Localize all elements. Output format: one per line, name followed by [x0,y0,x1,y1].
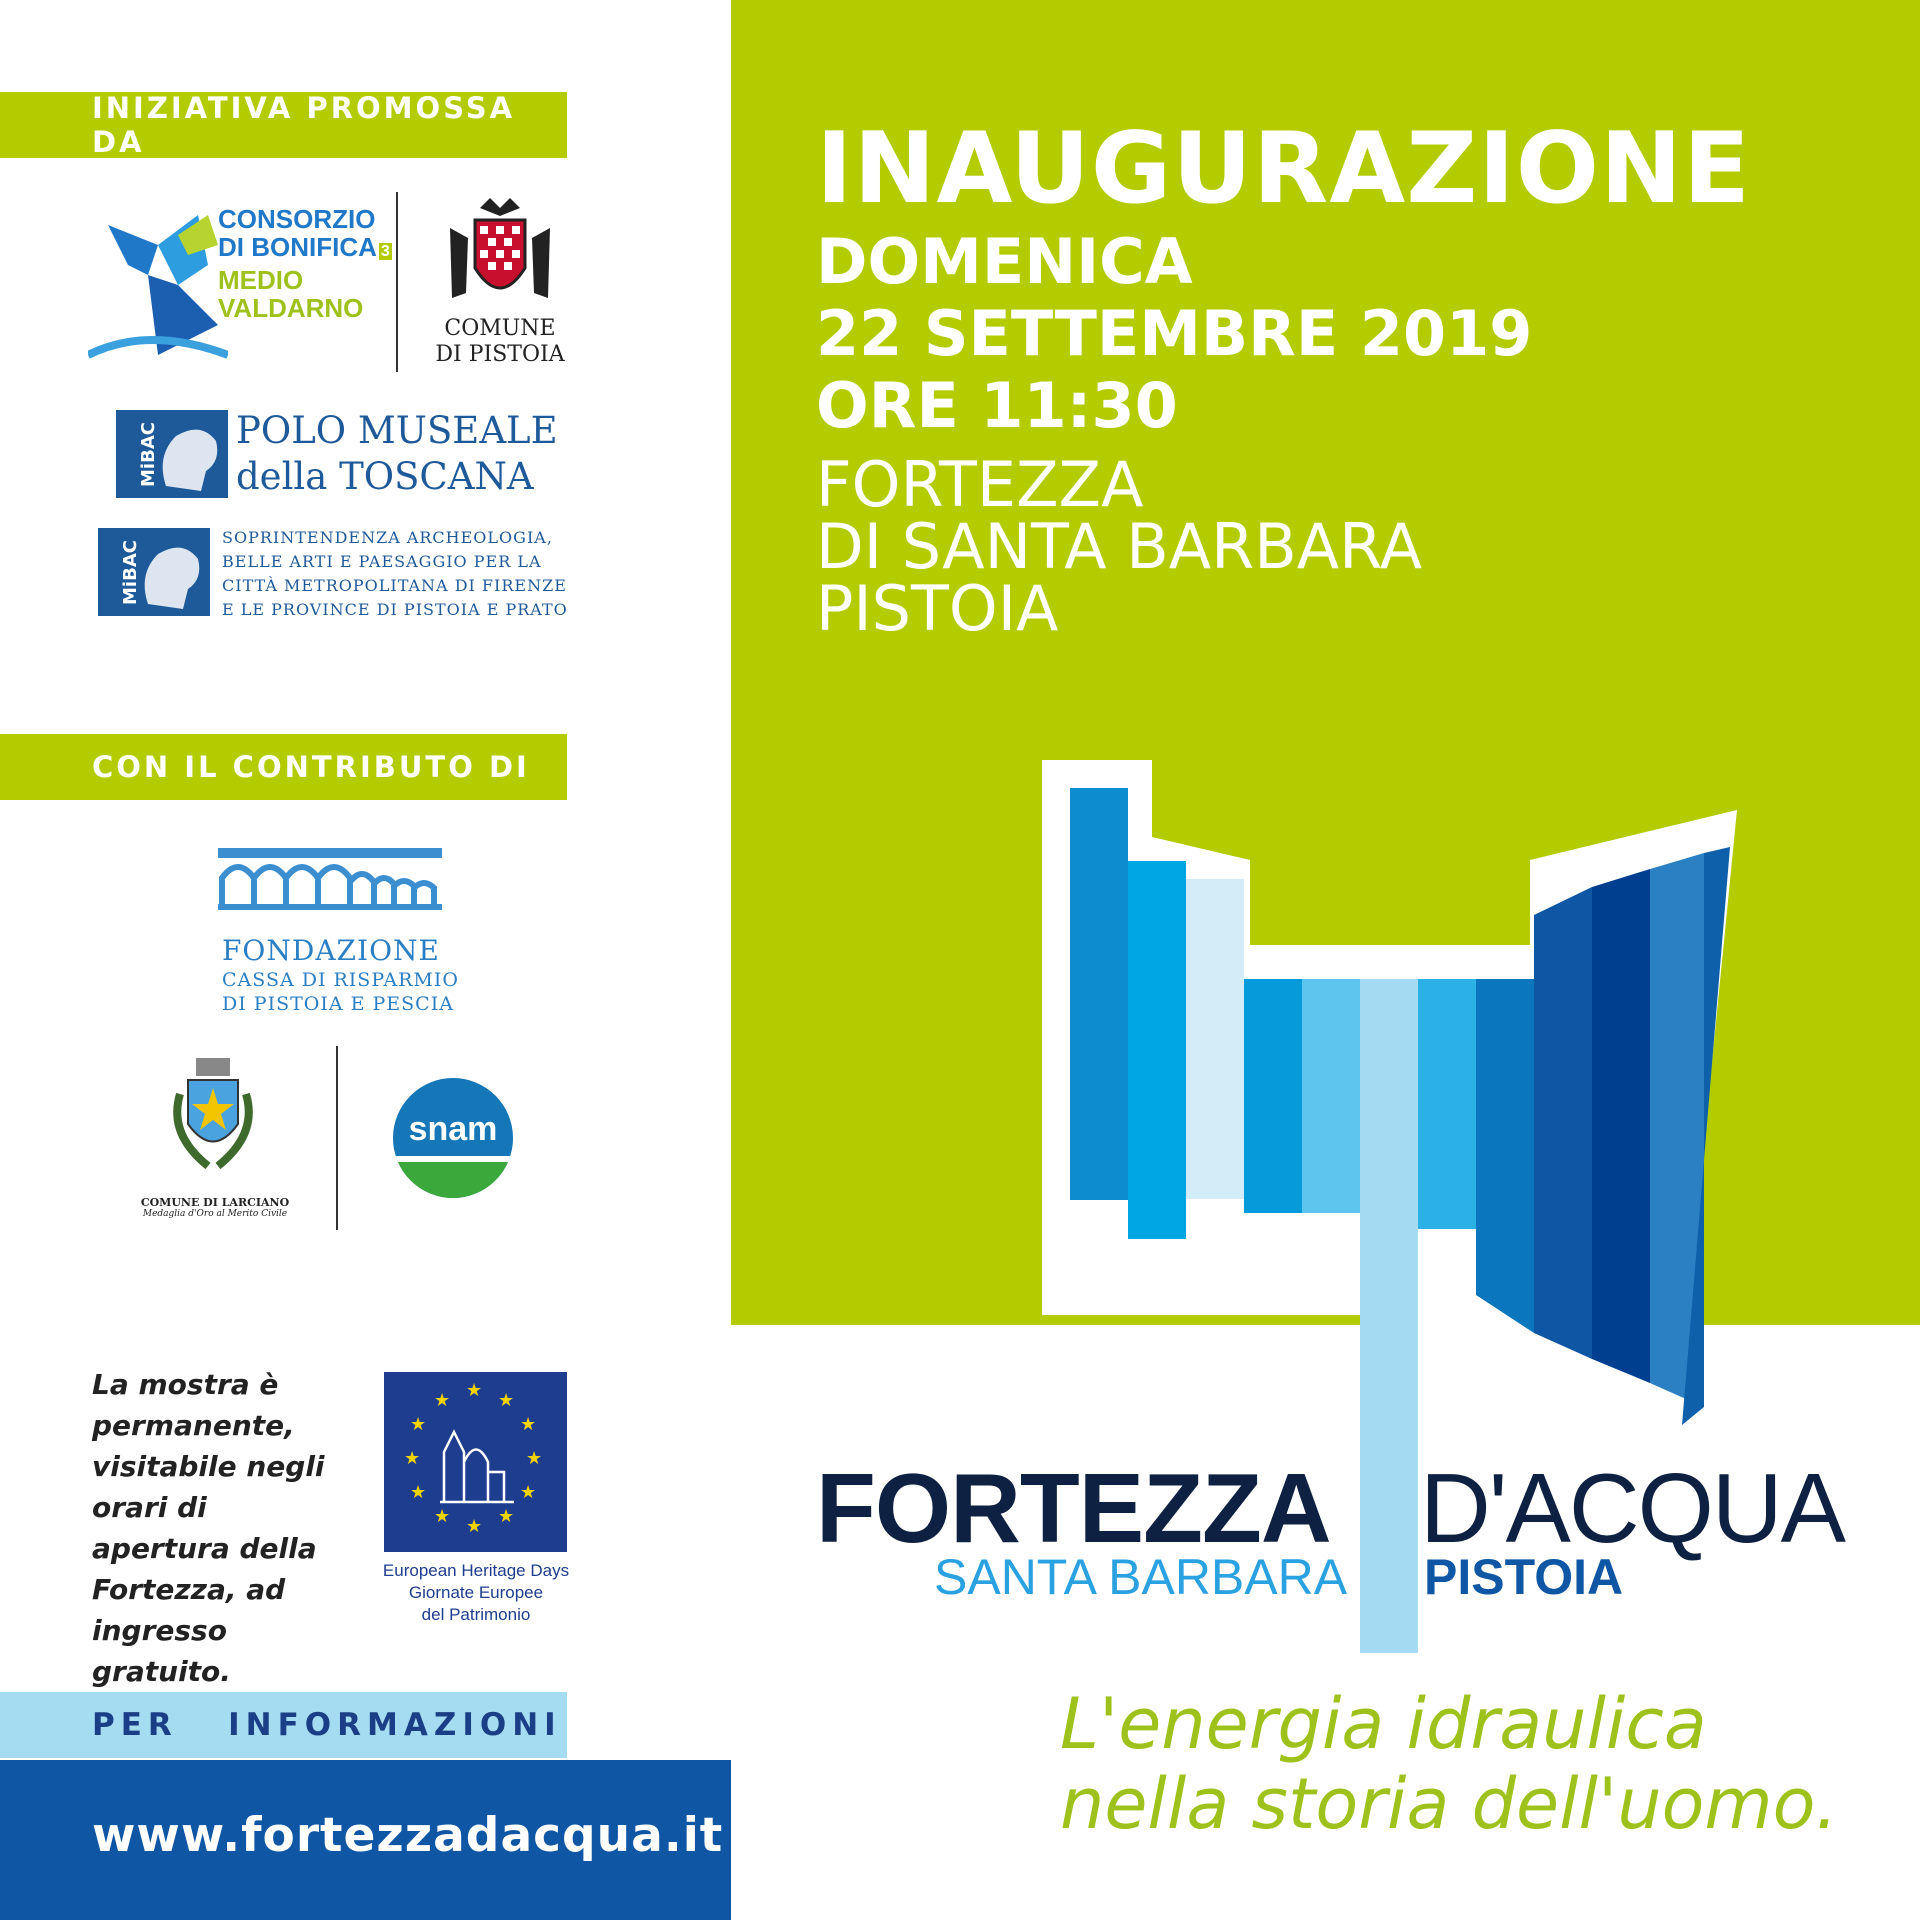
svg-text:★: ★ [526,1448,543,1469]
fondazione-line-3: DI PISTOIA E PESCIA [222,993,454,1015]
info-label: PER INFORMAZIONI [0,1692,567,1758]
consorzio-line-4: VALDARNO [218,293,364,323]
svg-text:★: ★ [434,1390,451,1411]
brand-dacqua: D'ACQUA [1420,1453,1844,1563]
heritage-line-1: European Heritage Days [382,1561,570,1580]
snam-logo-icon [393,1078,513,1198]
hero-place-line-2: DI SANTA BARBARA [816,510,1423,583]
logo-divider [396,192,398,372]
svg-text:★: ★ [520,1482,537,1503]
exhibition-note: La mostra è permanente, visitabile negli orari di apertura della Fortezza, ad ingresso gratuito. [92,1368,325,1688]
mibac-text-2: MiBAC [119,540,141,605]
fondazione-line-2: CASSA DI RISPARMIO [222,969,459,991]
soprintendenza-line-4: E LE PROVINCE DI PISTOIA E PRATO [222,600,568,619]
soprintendenza-line-2: BELLE ARTI E PAESAGGIO PER LA [222,552,542,571]
svg-text:★: ★ [410,1482,427,1503]
larciano-crest-icon [158,1054,268,1194]
comune-pistoia-line-1: COMUNE [444,316,556,341]
promoted-by-label: INIZIATIVA PROMOSSA DA [0,92,567,158]
consorzio-line-3: MEDIO [218,265,304,295]
svg-text:★: ★ [466,1380,483,1401]
brand-santa-barbara: SANTA BARBARA [934,1549,1348,1605]
logo-divider-2 [336,1046,338,1230]
larciano-line-1: COMUNE DI LARCIANO [140,1196,290,1209]
polo-museale-line-2: della TOSCANA [236,455,534,498]
fondazione-bridge-icon [218,848,442,912]
contribution-label: CON IL CONTRIBUTO DI [0,734,567,800]
soprintendenza-logo-icon [98,528,210,616]
snam-text: snam [408,1110,498,1148]
consorzio-line-2: DI BONIFICA [218,232,377,262]
svg-text:★: ★ [434,1506,451,1527]
fondazione-line-1: FONDAZIONE [222,934,440,967]
mibac-text: MiBAC [137,422,159,487]
mibac-logo-icon [116,410,228,498]
brand-fortezza: FORTEZZA [816,1453,1331,1563]
consorzio-line-1: CONSORZIO [218,204,376,234]
svg-text:★: ★ [466,1516,483,1537]
soprintendenza-line-3: CITTÀ METROPOLITANA DI FIRENZE [222,576,567,595]
hero-day: DOMENICA [816,225,1193,298]
svg-text:★: ★ [498,1506,515,1527]
hero-time: ORE 11:30 [816,369,1178,442]
heritage-line-3: del Patrimonio [421,1605,531,1624]
svg-text:★: ★ [498,1390,515,1411]
brand-pistoia: PISTOIA [1424,1549,1624,1605]
hero-place-line-3: PISTOIA [816,572,1059,645]
svg-text:★: ★ [520,1414,537,1435]
polo-museale-line-1: POLO MUSEALE [236,409,558,452]
hero-title: INAUGURAZIONE [816,112,1752,226]
heritage-line-2: Giornate Europee [408,1583,544,1602]
tagline-line-1: L'energia idraulica [1060,1683,1707,1765]
svg-text:★: ★ [404,1448,421,1469]
soprintendenza-line-1: SOPRINTENDENZA ARCHEOLOGIA, [222,528,553,547]
comune-pistoia-line-2: DI PISTOIA [435,342,565,367]
hero-place-line-1: FORTEZZA [816,448,1144,521]
svg-text:★: ★ [410,1414,427,1435]
consorzio-logo-icon [88,205,228,365]
eu-heritage-logo-icon [384,1372,567,1552]
hero-date: 22 SETTEMBRE 2019 [816,297,1533,370]
pistoia-crest-icon [440,198,560,313]
larciano-line-2: Medaglia d'Oro al Merito Civile [142,1209,288,1219]
consorzio-number: 3 [380,243,390,260]
website-link[interactable]: www.fortezzadacqua.it [0,1760,731,1920]
tagline-line-2: nella storia dell'uomo. [1060,1763,1838,1845]
